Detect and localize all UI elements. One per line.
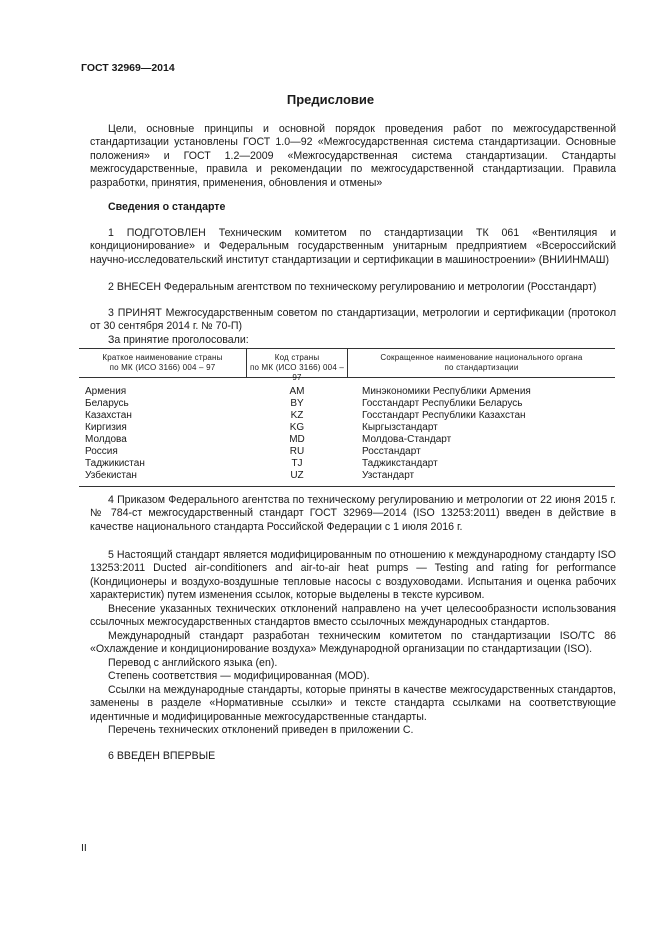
- table-header-rule: [79, 377, 615, 378]
- item-6-paragraph: 6 ВВЕДЕН ВПЕРВЫЕ: [108, 750, 216, 762]
- table-cell-body: Росстандарт: [362, 446, 421, 457]
- table-cell-body: Узстандарт: [362, 470, 415, 481]
- voting-table: [79, 348, 615, 487]
- item-5-deviations: Внесение указанных технических отклонений направлено на учет целесообразности использования ссылочных межгосударственных стандартов вместо ссылочных международных стандартов.: [90, 603, 616, 629]
- table-cell-code: MD: [289, 434, 305, 445]
- page-number: II: [81, 842, 87, 854]
- table-cell-country: Россия: [85, 446, 118, 457]
- table-cell-code: KG: [289, 422, 305, 433]
- table-cell-code: KZ: [290, 410, 304, 421]
- table-cell-code: RU: [289, 446, 305, 457]
- column-header-code: Код страны по МК (ИСО 3166) 004 – 97: [249, 353, 345, 382]
- table-cell-body: Молдова-Стандарт: [362, 434, 452, 445]
- table-cell-country: Киргизия: [85, 422, 127, 433]
- table-cell-body: Кыргызстандарт: [362, 422, 438, 433]
- table-cell-country: Молдова: [85, 434, 127, 445]
- table-cell-country: Узбекистан: [85, 470, 137, 481]
- body-column: [362, 386, 612, 482]
- item-1-paragraph: 1 ПОДГОТОВЛЕН Техническим комитетом по стандартизации ТК 061 «Вентиляция и кондиционирование» и Федеральным государственным унитарным предприятием «Всероссийский научно-исследовательский институт стандартизации и сертификации в машиностроении» (ВНИИНМАШ): [90, 227, 616, 266]
- table-cell-country: Беларусь: [85, 398, 129, 409]
- table-cell-code: AM: [289, 386, 305, 397]
- item-2-paragraph: 2 ВНЕСЕН Федеральным агентством по техническому регулированию и метрологии (Росстандарт): [108, 281, 597, 293]
- table-cell-body: Госстандарт Республики Казахстан: [362, 410, 526, 421]
- table-cell-body: Минэкономики Республики Армения: [362, 386, 531, 397]
- table-cell-body: Госстандарт Республики Беларусь: [362, 398, 523, 409]
- item-5-appendix: Перечень технических отклонений приведен в приложении С.: [108, 724, 414, 736]
- table-cell-country: Казахстан: [85, 410, 132, 421]
- table-cell-code: BY: [290, 398, 304, 409]
- table-cell-body: Таджикстандарт: [362, 458, 438, 469]
- country-column: [85, 386, 235, 482]
- item-3-paragraph: 3 ПРИНЯТ Межгосударственным советом по стандартизации, метрологии и сертификации (протокол от 30 сентября 2014 г. № 70-П): [90, 307, 616, 333]
- column-header-country: Краткое наименование страны по МК (ИСО 3166) 004 – 97: [102, 353, 223, 372]
- document-header: ГОСТ 32969—2014: [81, 62, 175, 74]
- page-title: Предисловие: [286, 92, 375, 107]
- intro-paragraph: Цели, основные принципы и основной порядок проведения работ по межгосударственной стандартизации установлены ГОСТ 1.0—92 «Межгосударственная система стандартизации. Основные положения» и ГОСТ 1.2—2009 «Межгосударственная система стандартизации. Стандарты межгосударственные, правила и рекомендации по межгосударственной стандартизации. Правила разработки, принятия, применения, обновления и отмены»: [90, 123, 616, 189]
- table-cell-code: UZ: [290, 470, 304, 481]
- voted-label: За принятие проголосовали:: [108, 334, 249, 346]
- item-5-conformity: Степень соответствия — модифицированная (MOD).: [108, 670, 370, 682]
- info-heading: Сведения о стандарте: [108, 201, 226, 213]
- table-cell-code: TJ: [291, 458, 303, 469]
- item-5-paragraph: 5 Настоящий стандарт является модифицированным по отношению к международному стандарту ISO 13253:2011 Ducted air-conditioners and air-to-air heat pumps — Testing and rating for performance (Кондиционеры и воздухо-воздушные тепловые насосы с воздуховодами. Испытания и оценка рабочих характеристик) путем изменения ссылок, которые выделены в тексте курсивом.: [90, 549, 616, 602]
- column-header-body: Сокращенное наименование национального органа по стандартизации: [380, 353, 583, 372]
- item-5-translation: Перевод с английского языка (en).: [108, 657, 278, 669]
- item-5-international: Международный стандарт разработан техническим комитетом по стандартизации ISO/TC 86 «Охлаждение и кондиционирование воздуха» Международной организации по стандартизации (ISO).: [90, 630, 616, 656]
- table-cell-country: Армения: [85, 386, 127, 397]
- code-column: [247, 386, 347, 482]
- item-4-paragraph: 4 Приказом Федерального агентства по техническому регулированию и метрологии от 22 июня 2015 г. № 784-ст межгосударственный стандарт ГОСТ 32969—2014 (ISO 13253:2011) введен в действие в качестве национального стандарта Российской Федерации с 1 июля 2016 г.: [90, 494, 616, 533]
- table-cell-country: Таджикистан: [85, 458, 145, 469]
- item-5-references: Ссылки на международные стандарты, которые приняты в качестве межгосударственных стандартов, заменены в разделе «Нормативные ссылки» и тексте стандарта ссылками на соответствующие идентичные и модифицированные межгосударственные стандарты.: [90, 684, 616, 723]
